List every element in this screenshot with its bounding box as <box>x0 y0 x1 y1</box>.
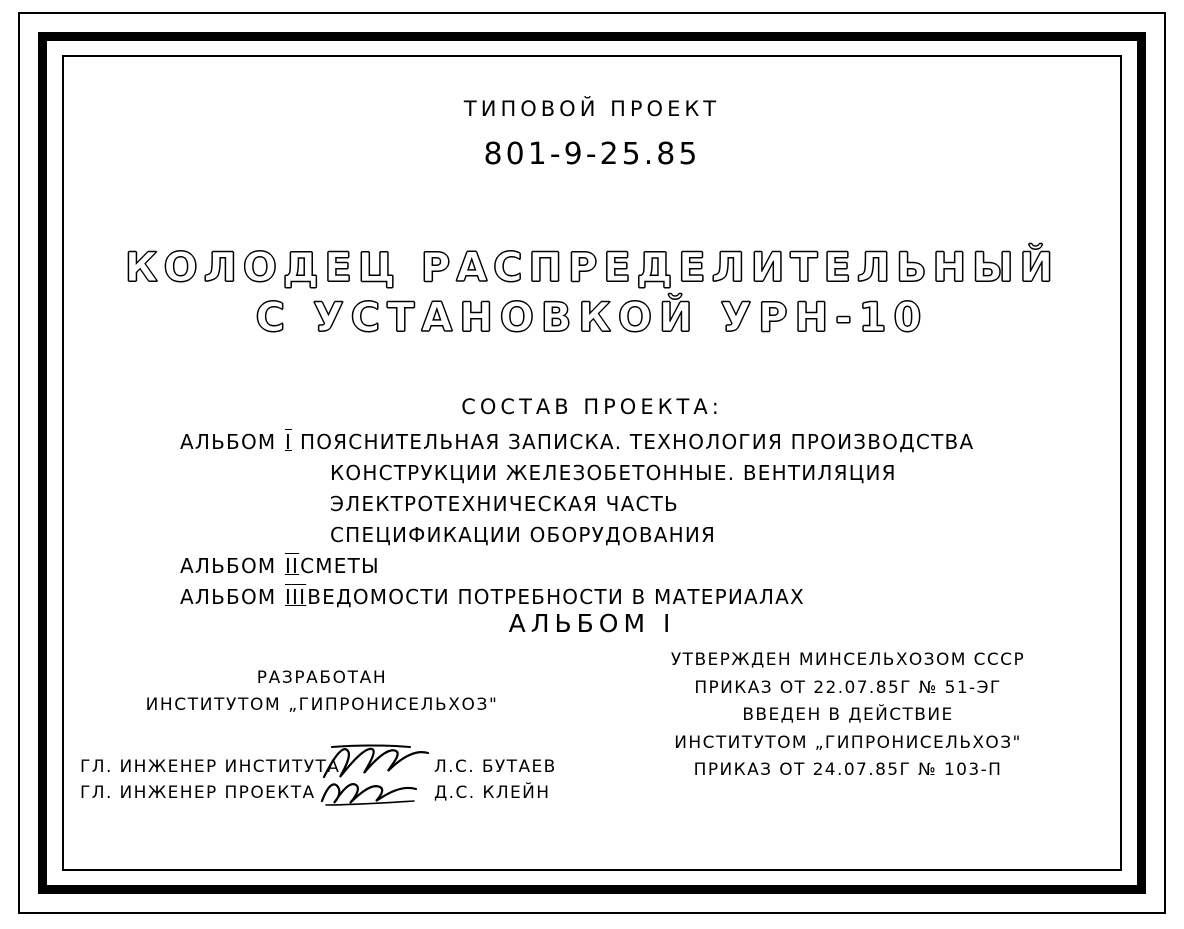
current-album-label: АЛЬБОМ I <box>508 609 676 638</box>
composition-row <box>180 520 1010 551</box>
composition-text: КОНСТРУКЦИИ ЖЕЛЕЗОБЕТОННЫЕ. ВЕНТИЛЯЦИЯ <box>330 461 897 485</box>
album-word: АЛЬБОМ <box>180 585 277 609</box>
signature-row <box>80 757 620 783</box>
title-line-1: КОЛОДЕЦ РАСПРЕДЕЛИТЕЛЬНЫЙ <box>124 245 1060 291</box>
developed-by-block <box>62 665 582 719</box>
composition-text: ПОЯСНИТЕЛЬНАЯ ЗАПИСКА. ТЕХНОЛОГИЯ ПРОИЗВОДСТВА <box>300 430 975 454</box>
signature-name: Л.С. БУТАЕВ <box>434 757 557 777</box>
composition-row <box>180 489 1010 520</box>
developed-by-line-2: ИНСТИТУТОМ „ГИПРОНИСЕЛЬХОЗ" <box>145 695 499 716</box>
composition-text: ВЕДОМОСТИ ПОТРЕБНОСТИ В МАТЕРИАЛАХ <box>307 585 805 609</box>
signature-block <box>80 757 620 809</box>
title-line-2: С УСТАНОВКОЙ УРН-10 <box>255 295 929 341</box>
document-kicker: ТИПОВОЙ ПРОЕКТ <box>463 97 721 121</box>
approved-by-line-3: ВВЕДЕН В ДЕЙСТВИЕ <box>742 705 954 726</box>
signature-role: ГЛ. ИНЖЕНЕР ПРОЕКТА <box>80 783 316 803</box>
signature-role: ГЛ. ИНЖЕНЕР ИНСТИТУТА <box>80 757 341 777</box>
approved-by-line-1: УТВЕРЖДЕН МИНСЕЛЬХОЗОМ СССР <box>670 650 1026 670</box>
composition-text: ЭЛЕКТРОТЕХНИЧЕСКАЯ ЧАСТЬ <box>330 492 679 516</box>
album-word: АЛЬБОМ <box>180 430 277 454</box>
sheet-content <box>62 55 1122 871</box>
album-roman: I <box>284 430 293 454</box>
developed-by-line-1: РАЗРАБОТАН <box>256 668 388 688</box>
approved-by-line-2: ПРИКАЗ ОТ 22.07.85Г № 51-ЭГ <box>694 677 1002 698</box>
album-label <box>180 551 300 582</box>
approved-by-line-5: ПРИКАЗ ОТ 24.07.85Г № 103-П <box>693 760 1003 781</box>
composition-text: СПЕЦИФИКАЦИИ ОБОРУДОВАНИЯ <box>330 523 717 547</box>
composition-list <box>180 427 1010 613</box>
composition-row <box>180 458 1010 489</box>
composition-text: СМЕТЫ <box>300 554 380 578</box>
album-roman: III <box>284 585 307 609</box>
album-roman: II <box>284 554 300 578</box>
composition-heading: СОСТАВ ПРОЕКТА: <box>461 395 723 419</box>
album-label <box>180 427 300 458</box>
approved-by-block <box>588 647 1108 785</box>
approved-by-line-4: ИНСТИТУТОМ „ГИПРОНИСЕЛЬХОЗ" <box>674 732 1022 753</box>
composition-row <box>180 551 1010 582</box>
document-title <box>62 243 1122 343</box>
album-word: АЛЬБОМ <box>180 554 277 578</box>
project-number: 801-9-25.85 <box>483 137 701 172</box>
signature-row <box>80 783 620 809</box>
signature-name: Д.С. КЛЕЙН <box>434 783 551 803</box>
composition-row <box>180 427 1010 458</box>
